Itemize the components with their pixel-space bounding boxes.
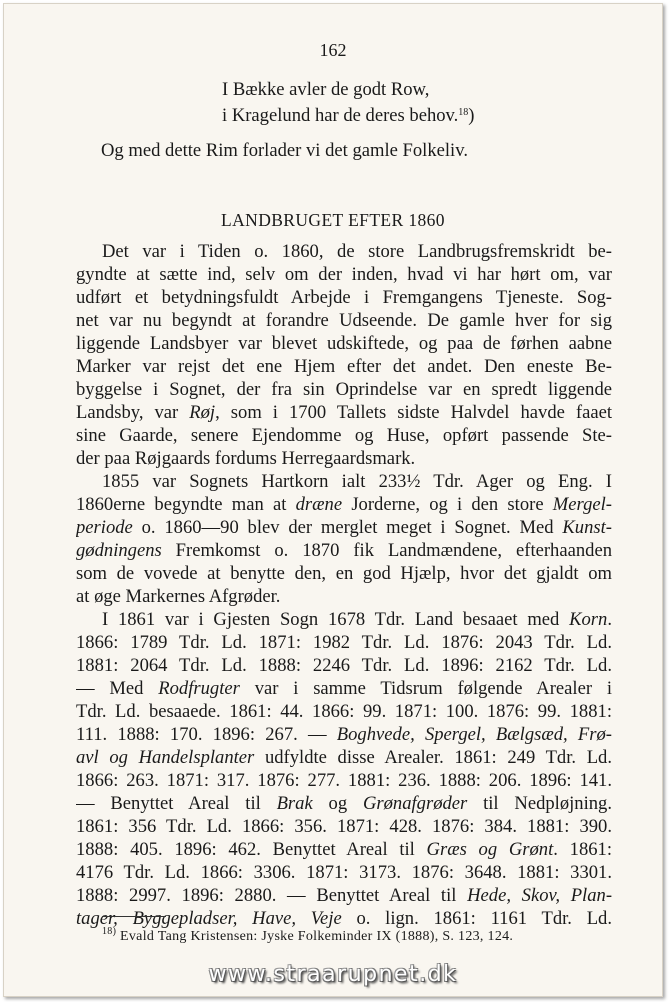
text-line: Tdr. Ld. besaaede. 1861: 44. 1866: 99. 1871: 100. 1876: 99. 1881: [76,701,612,722]
rhyme-line: i Kragelund har de deres behov.$^{18}$) [222,105,475,126]
text-line: I 1861 var i Gjesten Sogn 1678 Tdr. Land besaaet med Korn. [102,609,612,630]
text-line: — Med Rodfrugter var i samme Tidsrum følgende Arealer i [76,678,612,699]
page-number: 162 [319,40,347,60]
text-line: liggende Landsbyer var blevet udskiftede, og paa de førhen aabne [76,333,612,354]
text-line: at øge Markernes Afgrøder. [76,586,281,607]
text-line: avl og Handelsplanter udfyldte disse Arealer. 1861: 249 Tdr. Ld. [76,747,612,768]
footnote-ref: 18 [458,107,469,118]
footnote: $^{18)}$ Evald Tang Kristensen: Jyske Folkeminder IX (1888), S. 123, 124. [102,926,514,944]
text-line: tager, Byggepladser, Have, Veje o. lign. 1861: 1161 Tdr. Ld. [76,908,612,929]
text-line: gyndte at sætte ind, selv om der inden, hvad vi har hørt om, var [76,264,612,285]
watermark: www.straarupnet.dk [208,962,458,987]
text-line: Landsby, var Røj, som i 1700 Tallets sidste Halvdel havde faaet [76,402,612,423]
text-line: 4176 Tdr. Ld. 1866: 3306. 1871: 3173. 1876: 3648. 1881: 3301. [76,862,612,883]
book-page [3,3,663,997]
text-line: gødningens Fremkomst o. 1870 fik Landmændene, efterhaanden [76,540,612,561]
text-line: Det var i Tiden o. 1860, de store Landbrugsfremskridt be- [102,241,612,262]
text-line: 1855 var Sognets Hartkorn ialt 233½ Tdr. Ager og Eng. I [102,471,612,492]
footnote-mark: 18) [102,926,117,937]
section-heading: LANDBRUGET EFTER 1860 [221,210,445,230]
text-line: 1888: 2997. 1896: 2880. — Benyttet Areal til Hede, Skov, Plan- [76,885,612,906]
text-line: 1888: 405. 1896: 462. Benyttet Areal til Græs og Grønt. 1861: [76,839,612,860]
footnote-rule [102,916,166,917]
text-line: 1861: 356 Tdr. Ld. 1866: 356. 1871: 428. 1876: 384. 1881: 390. [76,816,612,837]
text-line: Marker var rejst det ene Hjem efter det andet. Den eneste Be- [76,356,612,377]
closing-sentence: Og med dette Rim forlader vi det gamle Folkeliv. [101,140,468,161]
text-line: 1881: 2064 Tdr. Ld. 1888: 2246 Tdr. Ld. 1896: 2162 Tdr. Ld. [76,655,612,676]
text-line: — Benyttet Areal til Brak og Grønafgrøder til Nedpløjning. [76,793,612,814]
text-line: 1860erne begyndte man at dræne Jorderne, og i den store Mergel- [76,494,612,515]
text-line: net var nu begyndt at forandre Udseende. De gamle hver for sig [76,310,612,331]
text-line: periode o. 1860—90 blev der merglet meget i Sognet. Med Kunst- [76,517,612,538]
text-line: der paa Røjgaards fordums Herregaardsmark. [76,448,416,469]
text-line: byggelse i Sognet, der fra sin Oprindelse var en spredt liggende [76,379,612,400]
text-line: 1866: 1789 Tdr. Ld. 1871: 1982 Tdr. Ld. 1876: 2043 Tdr. Ld. [76,632,612,653]
text-line: sine Gaarde, senere Ejendomme og Huse, opført passende Ste- [76,425,612,446]
rhyme-line: I Bække avler de godt Row, [222,79,430,100]
text-line: udført et betydningsfuldt Arbejde i Fremgangens Tjeneste. Sog- [76,287,612,308]
text-line: 111. 1888: 170. 1896: 267. — Boghvede, Spergel, Bælgsæd, Frø- [76,724,612,745]
text-line: som de vovede at benytte den, en god Hjælp, hvor det gjaldt om [76,563,612,584]
text-line: 1866: 263. 1871: 317. 1876: 277. 1881: 236. 1888: 206. 1896: 141. [76,770,612,791]
